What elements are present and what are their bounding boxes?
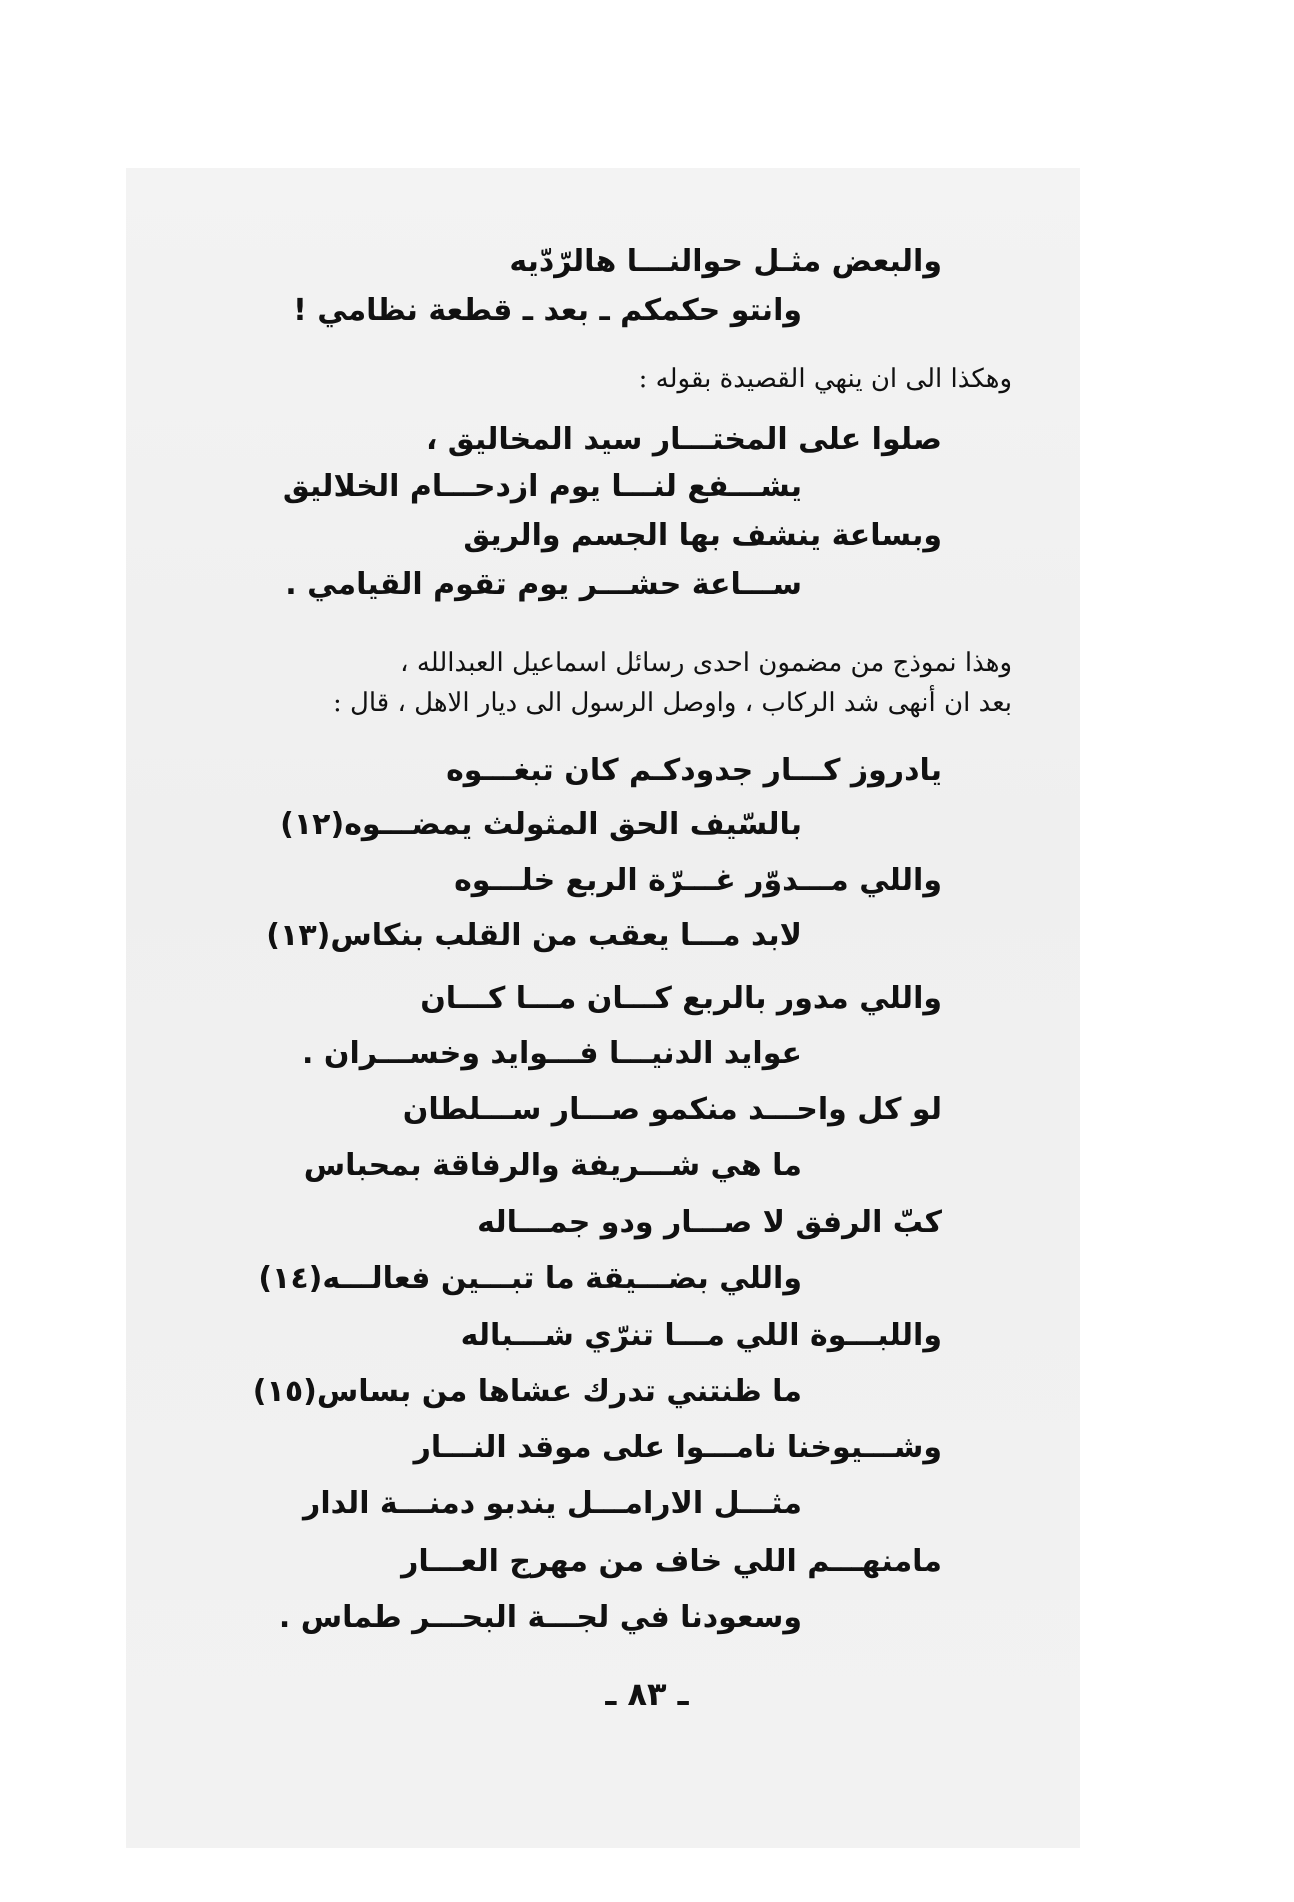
verse-line: وشـــيوخنا نامـــوا على موقد النـــار [413,1430,942,1465]
verse-line: يادروز كـــار جدودكـم كان تبغـــوه [446,753,942,788]
verse-line: والبعض مثـل حوالنـــا هالرّدّيه [509,244,942,279]
page-number: ـ ٨٣ ـ [605,1675,689,1713]
verse-line: واللي بضـــيقة ما تبـــين فعالـــه(١٤) [258,1261,802,1296]
verse-line: وسعودنا في لجـــة البحـــر طماس . [278,1600,802,1635]
verse-line: صلوا على المختـــار سيد المخاليق ، [425,422,942,457]
verse-line: مامنهـــم اللي خاف من مهرج العـــار [401,1544,942,1579]
verse-line: لو كل واحـــد منكمو صـــار ســـلطان [402,1092,942,1127]
verse-line: ما هي شـــريفة والرفاقة بمحباس [303,1148,802,1183]
verse-line: كبّ الرفق لا صـــار ودو جمـــاله [477,1205,942,1240]
verse-line: مثـــل الارامـــل يندبو دمنـــة الدار [303,1486,802,1521]
verse-line: واللي مدور بالربع كـــان مـــا كـــان [420,981,942,1016]
prose-line: وهكذا الى ان ينهي القصيدة بقوله : [638,364,1012,394]
verse-line: وبساعة ينشف بها الجسم والريق [463,518,942,553]
verse-line: ما ظنتني تدرك عشاها من بساس(١٥) [252,1374,802,1409]
verse-line: يشـــفع لنـــا يوم ازدحـــام الخلاليق [282,469,802,504]
prose-line: وهذا نموذج من مضمون احدى رسائل اسماعيل العبدالله ، [400,648,1012,678]
verse-line: واللي مـــدوّر غـــرّة الربع خلـــوه [454,863,942,898]
verse-line: لابد مـــا يعقب من القلب بنكاس(١٣) [266,918,802,953]
verse-line: ســـاعة حشـــر يوم تقوم القيامي . [285,567,802,602]
verse-line: وانتو حكمكم ـ بعد ـ قطعة نظامي ! [293,293,802,328]
verse-line: بالسّيف الحق المثولث يمضـــوه(١٢) [280,807,802,842]
prose-line: بعد ان أنهى شد الركاب ، واوصل الرسول الى ديار الاهل ، قال : [332,688,1012,718]
verse-line: عوايد الدنيـــا فـــوايد وخســـران . [302,1036,802,1071]
verse-line: واللبـــوة اللي مـــا تنرّي شـــباله [460,1318,942,1353]
